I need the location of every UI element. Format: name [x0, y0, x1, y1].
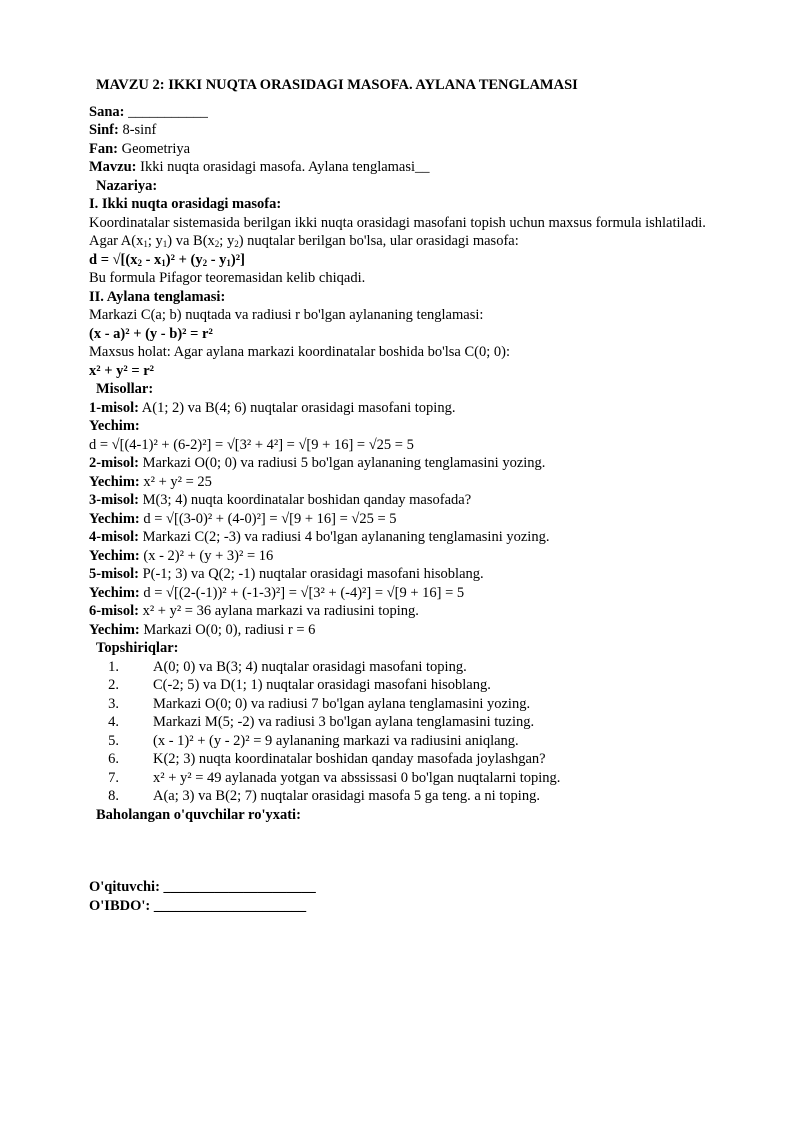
example-6-solution: Yechim: Markazi O(0; 0), radiusi r = 6	[89, 621, 316, 638]
date-label: Sana:	[89, 103, 125, 120]
worksheet-page	[89, 76, 729, 915]
section2-heading: II. Aylana tenglamasi:	[89, 288, 226, 305]
example-3: 3-misol: M(3; 4) nuqta koordinatalar boshidan qanday masofada?	[89, 492, 472, 508]
circle-origin-formula: x² + y² = r²	[89, 362, 155, 379]
example-2-solution: Yechim: x² + y² = 25	[89, 473, 212, 490]
class-value: 8-sinf	[118, 122, 157, 138]
graded-students-heading: Baholangan o'quvchilar ro'yxati:	[96, 806, 301, 823]
page-title: MAVZU 2: IKKI NUQTA ORASIDAGI MASOFA. AYLANA TENGLAMASI	[96, 77, 578, 93]
section1-text: Koordinatalar sistemasida berilgan ikki nuqta orasidagi masofani topish uchun maxsus formula ishlatiladi.	[89, 214, 706, 231]
class-line	[89, 121, 729, 140]
list-item: 7. x² + y² = 49 aylanada yotgan va abssissasi 0 bo'lgan nuqtalarni toping.	[108, 769, 561, 786]
date-value: ___________	[124, 103, 208, 120]
topic-value: Ikki nuqta orasidagi masofa. Aylana tenglamasi__	[136, 159, 430, 175]
list-item: 2. C(-2; 5) va D(1; 1) nuqtalar orasidagi masofani hisoblang.	[108, 677, 491, 693]
section2-special: Maxsus holat: Agar aylana markazi koordinatalar boshida bo'lsa C(0; 0):	[89, 344, 510, 360]
examples-heading: Misollar:	[96, 381, 154, 397]
example-4-solution: Yechim: (x - 2)² + (y + 3)² = 16	[89, 547, 274, 564]
subject-value: Geometriya	[118, 140, 191, 157]
tasks-heading: Topshiriqlar:	[96, 640, 179, 656]
subject-line	[89, 140, 729, 159]
deputy-signature-line: O'IBDO': _____________________	[89, 897, 307, 914]
distance-formula: $d = √[(x_2 - x_1)^2 + (y_2 - y_1)^2]$	[89, 251, 245, 268]
topic-line	[89, 158, 729, 177]
example-2: 2-misol: Markazi O(0; 0) va radiusi 5 bo'lgan aylananing tenglamasini yozing.	[89, 455, 546, 471]
subject-label: Fan:	[89, 140, 118, 157]
teacher-signature-line: O'qituvchi: _____________________	[89, 879, 316, 895]
example-5-solution: Yechim: d = √[(2-(-1))² + (-1-3)²] = √[3² + (-4)²] = √[9 + 16] = 5	[89, 584, 465, 601]
example-4: 4-misol: Markazi C(2; -3) va radiusi 4 bo'lgan aylananing tenglamasini yozing.	[89, 529, 550, 545]
example-1: 1-misol: A(1; 2) va B(4; 6) nuqtalar orasidagi masofani toping.	[89, 399, 456, 416]
theory-heading: Nazariya:	[96, 177, 158, 194]
example-6: 6-misol: x² + y² = 36 aylana markazi va radiusini toping.	[89, 603, 419, 619]
tasks-list	[89, 658, 729, 806]
circle-formula: (x - a)² + (y - b)² = r²	[89, 325, 213, 342]
spacer	[89, 824, 729, 878]
topic-label: Mavzu:	[89, 159, 137, 175]
list-item: 4. Markazi M(5; -2) va radiusi 3 bo'lgan aylana tenglamasini tuzing.	[108, 714, 535, 730]
list-item: 3. Markazi O(0; 0) va radiusi 7 bo'lgan aylana tenglamasini yozing.	[108, 695, 531, 712]
example-1-solution-label: Yechim:	[89, 418, 140, 434]
date-line	[89, 103, 729, 122]
list-item: 1. A(0; 0) va B(3; 4) nuqtalar orasidagi masofani toping.	[108, 658, 467, 675]
example-1-solution: d = √[(4-1)² + (6-2)²] = √[3² + 4²] = √[9 + 16] = √25 = 5	[89, 436, 414, 453]
list-item: 8. A(a; 3) va B(2; 7) nuqtalar orasidagi masofa 5 ga teng. a ni toping.	[108, 788, 540, 804]
example-3-solution: Yechim: d = √[(3-0)² + (4-0)²] = √[9 + 16] = √25 = 5	[89, 510, 397, 527]
section1-heading: I. Ikki nuqta orasidagi masofa:	[89, 196, 282, 212]
class-label: Sinf:	[89, 122, 119, 138]
section2-text: Markazi C(a; b) nuqtada va radiusi r bo'lgan aylananing tenglamasi:	[89, 307, 484, 323]
section1-points-line: Agar $A(x_1$; $y_1$) va $B(x_2$; $y_2$) nuqtalar berilgan bo'lsa, ular orasidagi masofa:	[89, 233, 519, 249]
section1-note: Bu formula Pifagor teoremasidan kelib chiqadi.	[89, 270, 366, 286]
example-5: 5-misol: P(-1; 3) va Q(2; -1) nuqtalar orasidagi masofani hisoblang.	[89, 566, 484, 582]
list-item: 6. K(2; 3) nuqta koordinatalar boshidan qanday masofada joylashgan?	[108, 751, 546, 767]
list-item: 5. (x - 1)² + (y - 2)² = 9 aylananing markazi va radiusini aniqlang.	[108, 732, 519, 749]
